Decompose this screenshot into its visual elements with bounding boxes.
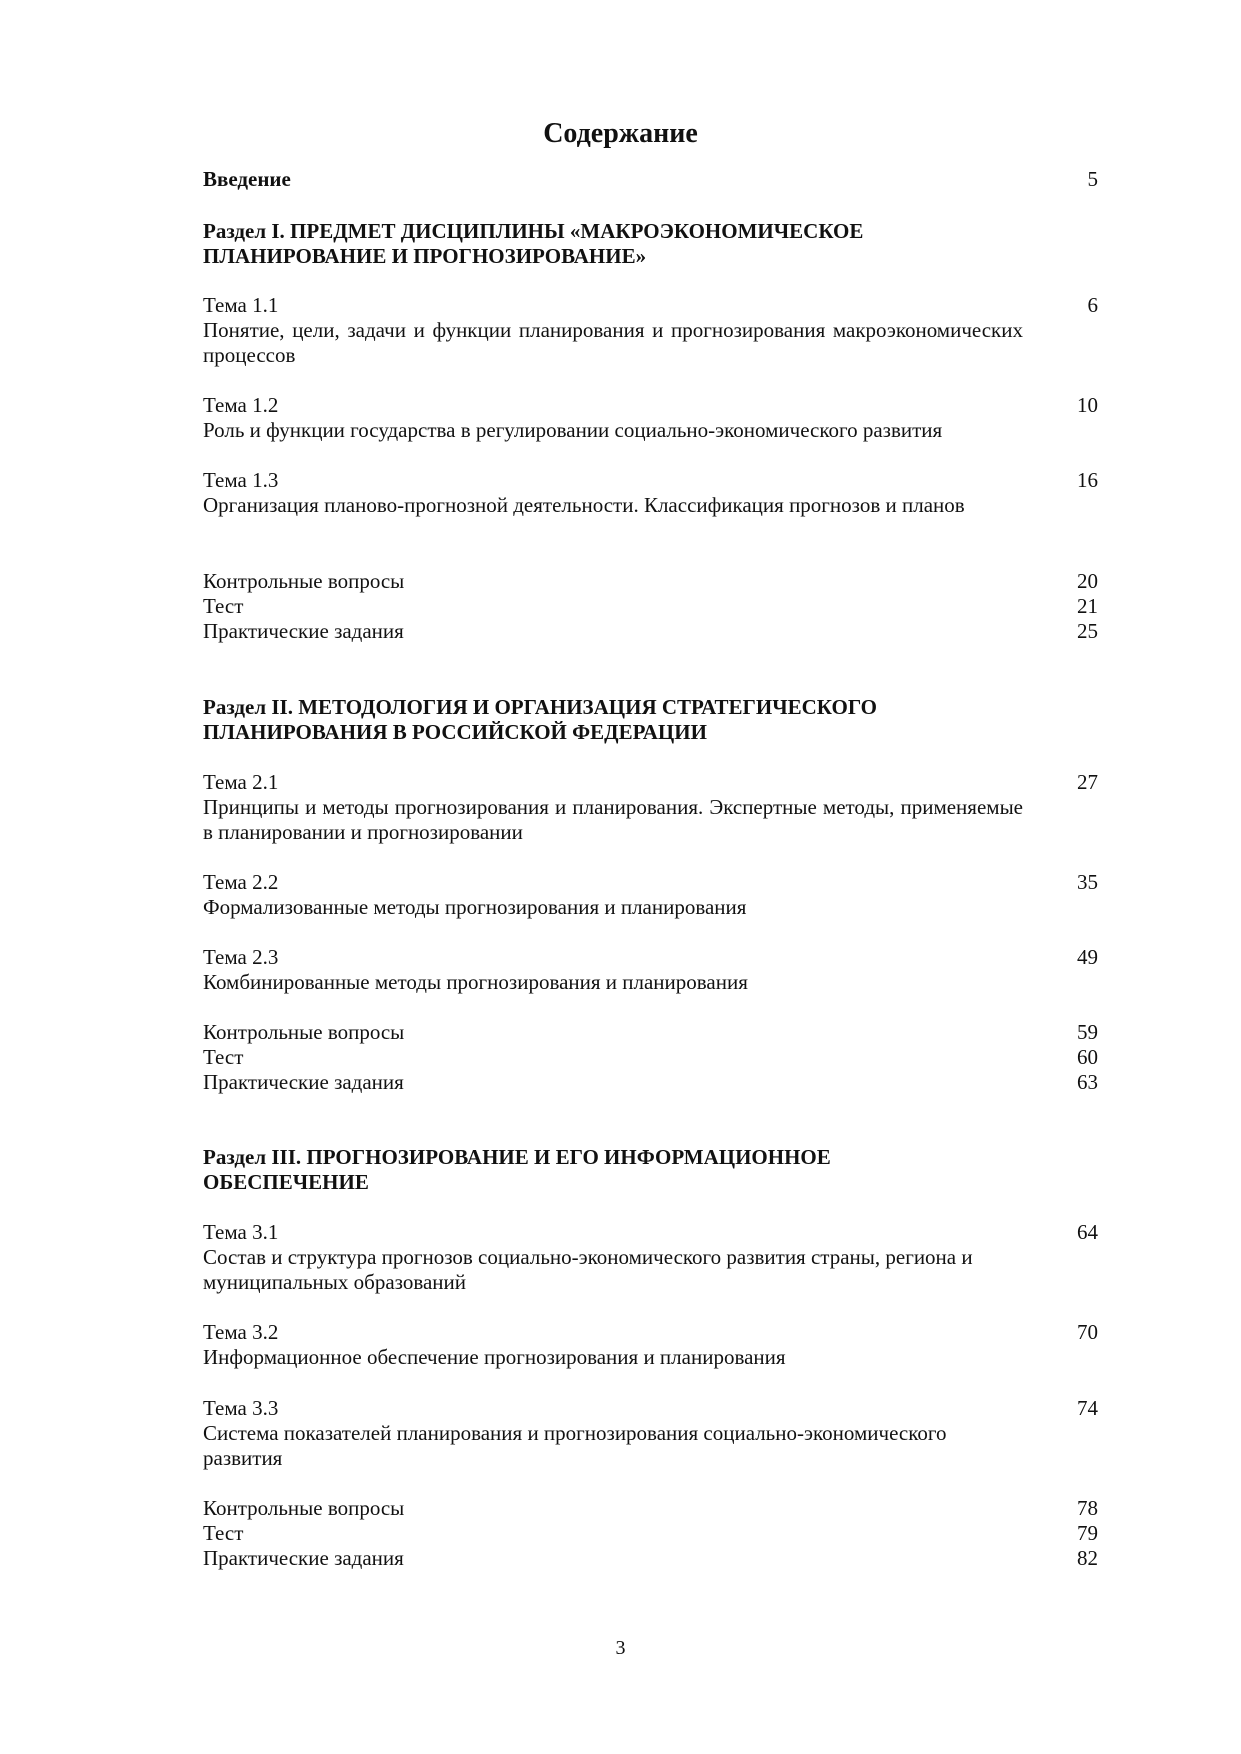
toc-page-number: 70: [1077, 1320, 1098, 1344]
toc-entry-label: Тест: [203, 594, 244, 618]
toc-entry-label: Тест: [203, 1521, 244, 1545]
toc-page-number: 78: [1077, 1496, 1098, 1520]
toc-page-number: 20: [1077, 569, 1098, 593]
toc-entry-label: Тема 1.3: [203, 468, 279, 492]
toc-page-number: 10: [1077, 393, 1098, 417]
toc-entry-label: Практические задания: [203, 1070, 404, 1094]
toc-entry-label: Тема 3.2: [203, 1320, 279, 1344]
toc-entry-label: Тест: [203, 1045, 244, 1069]
topic-description: Принципы и методы прогнозирования и планирования. Экспертные методы, применяемые в планировании и прогнозировании: [203, 795, 1023, 844]
toc-page-number: 63: [1077, 1070, 1098, 1094]
section-heading-line: ОБЕСПЕЧЕНИЕ: [203, 1170, 369, 1194]
toc-page-number: 6: [1087, 293, 1098, 317]
toc-entry-label: Введение: [203, 167, 291, 191]
toc-page-number: 21: [1077, 594, 1098, 618]
topic-description: Понятие, цели, задачи и функции планирования и прогнозирования макроэкономических процессов: [203, 318, 1023, 367]
section-heading-2: [203, 695, 963, 745]
toc-entry-label: Практические задания: [203, 619, 404, 643]
section-heading-line: ПЛАНИРОВАНИЯ В РОССИЙСКОЙ ФЕДЕРАЦИИ: [203, 720, 707, 744]
toc-page-number: 82: [1077, 1546, 1098, 1570]
section-heading-line: Раздел II. МЕТОДОЛОГИЯ И ОРГАНИЗАЦИЯ СТРАТЕГИЧЕСКОГО: [203, 695, 878, 719]
toc-page-number: 64: [1077, 1220, 1098, 1244]
toc-entry-label: Тема 2.2: [203, 870, 279, 894]
toc-entry-label: Контрольные вопросы: [203, 569, 405, 593]
toc-entry-label: Тема 2.3: [203, 945, 279, 969]
topic-description: Состав и структура прогнозов социально-экономического развития страны, региона и муниципальных образований: [203, 1245, 973, 1294]
toc-entry-label: Тема 3.1: [203, 1220, 279, 1244]
toc-entry-label: Тема 1.1: [203, 293, 279, 317]
toc-entry-label: Контрольные вопросы: [203, 1496, 405, 1520]
toc-entry-label: Тема 2.1: [203, 770, 279, 794]
toc-page-number: 27: [1077, 770, 1098, 794]
toc-entry-label: Практические задания: [203, 1546, 404, 1570]
topic-description: Формализованные методы прогнозирования и планирования: [203, 895, 747, 919]
topic-description: Комбинированные методы прогнозирования и планирования: [203, 970, 748, 994]
toc-entry-label: Контрольные вопросы: [203, 1020, 405, 1044]
toc-entry-label: Тема 3.3: [203, 1396, 279, 1420]
section-heading-line: Раздел III. ПРОГНОЗИРОВАНИЕ И ЕГО ИНФОРМАЦИОННОЕ: [203, 1145, 831, 1169]
page-title: Содержание: [543, 118, 698, 149]
section-heading-line: ПЛАНИРОВАНИЕ И ПРОГНОЗИРОВАНИЕ»: [203, 244, 647, 268]
page-number-footer: 3: [615, 1637, 626, 1659]
topic-description: Организация планово-прогнозной деятельности. Классификация прогнозов и планов: [203, 493, 965, 517]
section-heading-3: [203, 1145, 963, 1195]
toc-page-number: 49: [1077, 945, 1098, 969]
section-heading-1: [203, 219, 963, 269]
toc-page-number: 74: [1077, 1396, 1098, 1420]
toc-page-number: 25: [1077, 619, 1098, 643]
topic-description: Система показателей планирования и прогнозирования социально-экономического развития: [203, 1421, 947, 1470]
topic-description: Информационное обеспечение прогнозирования и планирования: [203, 1345, 786, 1369]
toc-entry-label: Тема 1.2: [203, 393, 279, 417]
toc-page-number: 16: [1077, 468, 1098, 492]
toc-page-number: 60: [1077, 1045, 1098, 1069]
toc-page-number: 59: [1077, 1020, 1098, 1044]
toc-page-number: 35: [1077, 870, 1098, 894]
toc-page-number: 79: [1077, 1521, 1098, 1545]
section-heading-line: Раздел I. ПРЕДМЕТ ДИСЦИПЛИНЫ «МАКРОЭКОНОМИЧЕСКОЕ: [203, 219, 864, 243]
topic-description: Роль и функции государства в регулировании социально-экономического развития: [203, 418, 943, 442]
toc-page-number: 5: [1087, 167, 1098, 191]
